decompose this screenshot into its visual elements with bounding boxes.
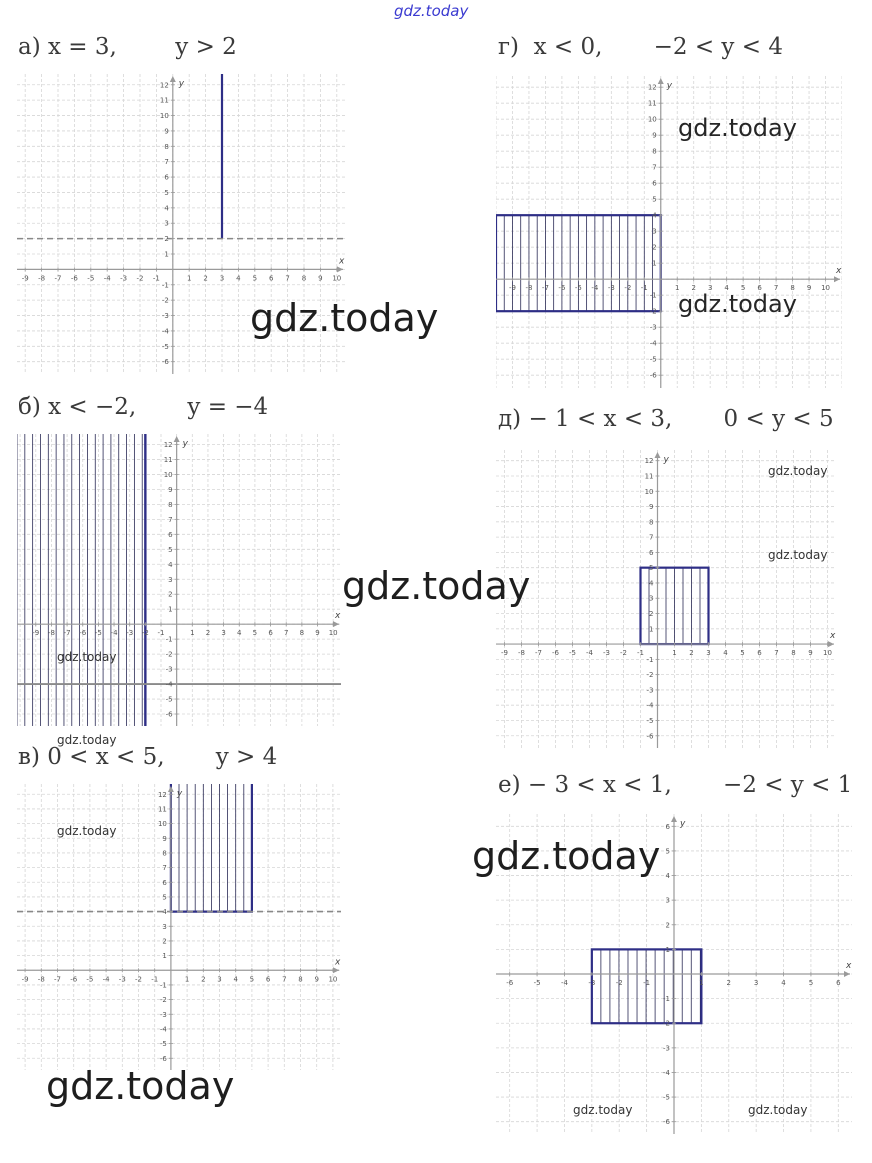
x-tick-label: -4 xyxy=(103,274,111,283)
x-tick-label: -4 xyxy=(560,979,568,987)
y-tick-label: -1 xyxy=(159,981,167,990)
x-tick-label: -5 xyxy=(86,975,94,984)
x-tick-label: 9 xyxy=(806,284,812,293)
y-tick-label: 3 xyxy=(164,219,169,228)
x-tick-label: -8 xyxy=(37,975,45,984)
y-tick-label: 1 xyxy=(652,259,657,268)
y-axis-arrow xyxy=(168,786,174,792)
y-tick-label: 3 xyxy=(665,896,670,905)
x-tick-label: -9 xyxy=(21,975,29,984)
task-d-label: д) − 1 < x < 3, 0 < y < 5 xyxy=(498,406,834,432)
x-tick-label: 2 xyxy=(691,284,696,293)
y-tick-label: -2 xyxy=(663,1019,670,1028)
watermark-small-5: gdz.today xyxy=(57,824,117,838)
x-tick-label: -3 xyxy=(603,649,610,658)
y-axis-arrow xyxy=(174,436,180,442)
x-tick-label: -7 xyxy=(535,649,542,658)
y-axis-arrow xyxy=(170,76,176,82)
x-tick-label: 1 xyxy=(672,649,677,658)
x-tick-label: 2 xyxy=(689,649,694,658)
y-tick-label: -2 xyxy=(165,650,173,659)
x-tick-label: -1 xyxy=(151,975,159,984)
y-tick-label: -5 xyxy=(646,716,654,725)
y-tick-label: -1 xyxy=(165,635,173,644)
x-tick-label: -8 xyxy=(47,629,55,638)
x-tick-label: 6 xyxy=(836,979,841,987)
x-tick-label: 6 xyxy=(265,975,271,984)
y-tick-label: 9 xyxy=(168,485,173,494)
y-tick-label: 5 xyxy=(665,847,670,856)
x-tick-label: -5 xyxy=(569,649,576,658)
watermark-big-1: gdz.today xyxy=(250,296,439,340)
y-tick-label: -6 xyxy=(649,371,657,380)
x-tick-label: 4 xyxy=(233,975,238,984)
y-tick-label: -1 xyxy=(646,655,654,664)
y-tick-label: 7 xyxy=(652,163,657,172)
y-tick-label: 6 xyxy=(652,179,657,188)
x-tick-label: 8 xyxy=(301,274,307,283)
y-tick-label: -3 xyxy=(663,1044,670,1053)
x-tick-label: -9 xyxy=(21,274,29,283)
x-tick-label: 6 xyxy=(268,274,274,283)
axes xyxy=(17,436,341,726)
x-axis-arrow xyxy=(333,967,339,973)
x-tick-label: 10 xyxy=(328,975,338,984)
x-tick-label: -7 xyxy=(54,975,61,984)
x-tick-label: 3 xyxy=(221,629,226,638)
watermark-small-7: gdz.today xyxy=(748,1103,808,1117)
y-tick-label: 2 xyxy=(649,610,654,619)
y-tick-label: 5 xyxy=(649,564,654,573)
x-tick-label: -7 xyxy=(541,284,549,293)
y-tick-label: 4 xyxy=(162,908,167,917)
x-tick-label: 2 xyxy=(726,979,732,987)
y-tick-label: -6 xyxy=(161,358,169,367)
y-tick-label: 9 xyxy=(649,503,654,512)
y-tick-label: -4 xyxy=(161,327,169,336)
y-tick-label: 6 xyxy=(164,173,169,182)
x-tick-label: -7 xyxy=(63,629,71,638)
x-tick-label: -8 xyxy=(518,649,525,658)
x-tick-label: 1 xyxy=(699,979,704,987)
y-tick-label: 1 xyxy=(164,250,169,259)
x-tick-label: 2 xyxy=(201,975,206,984)
y-tick-label: 8 xyxy=(164,142,169,151)
y-tick-label: 7 xyxy=(162,864,167,873)
watermark-mid-2: gdz.today xyxy=(678,290,797,318)
y-tick-label: 2 xyxy=(164,235,169,244)
watermark-small-6: gdz.today xyxy=(573,1103,633,1117)
y-tick-label: 12 xyxy=(647,83,657,92)
x-tick-label: -3 xyxy=(120,274,128,283)
y-tick-label: 3 xyxy=(649,594,654,603)
y-tick-label: 8 xyxy=(162,849,167,858)
hatch-group xyxy=(171,784,252,912)
x-tick-label: 6 xyxy=(757,649,762,658)
y-tick-label: 4 xyxy=(649,579,654,588)
x-tick-label: 3 xyxy=(706,649,711,658)
x-tick-label: -2 xyxy=(136,274,144,283)
y-tick-label: 10 xyxy=(644,487,654,496)
y-tick-label: -6 xyxy=(646,732,654,741)
x-tick-label: -9 xyxy=(501,649,508,658)
x-tick-label: -8 xyxy=(525,284,533,293)
x-tick-label: -6 xyxy=(552,649,559,658)
x-tick-label: -6 xyxy=(70,274,78,283)
x-tick-label: -9 xyxy=(508,284,516,293)
x-axis-arrow xyxy=(333,621,339,627)
x-tick-label: 1 xyxy=(190,629,195,638)
x-tick-label: 1 xyxy=(675,284,680,293)
x-axis-label: x xyxy=(339,256,345,267)
y-axis-label: y xyxy=(176,789,183,799)
x-tick-label: -9 xyxy=(32,629,40,638)
watermark-mid-1: gdz.today xyxy=(678,114,797,142)
x-tick-label: -4 xyxy=(591,284,599,293)
y-tick-label: -6 xyxy=(159,1054,167,1063)
x-tick-label: 9 xyxy=(315,629,320,638)
y-tick-label: -2 xyxy=(649,307,657,316)
watermark-small-4: gdz.today xyxy=(57,733,117,747)
y-tick-label: 9 xyxy=(164,127,169,136)
y-tick-label: -1 xyxy=(663,995,670,1004)
x-tick-label: 7 xyxy=(282,975,287,984)
x-axis-label: x xyxy=(836,266,842,277)
x-tick-label: -2 xyxy=(135,975,142,984)
y-tick-label: 3 xyxy=(162,922,167,931)
x-tick-label: -3 xyxy=(588,979,596,987)
y-axis-label: y xyxy=(666,81,673,91)
x-tick-label: 10 xyxy=(823,649,832,658)
watermark-big-3: gdz.today xyxy=(472,834,661,878)
x-tick-label: 5 xyxy=(252,274,258,283)
x-tick-label: 2 xyxy=(203,274,208,283)
x-tick-label: 4 xyxy=(237,629,242,638)
y-tick-label: 10 xyxy=(647,115,657,124)
task-a-label: а) x = 3, y > 2 xyxy=(18,34,237,60)
x-tick-label: 4 xyxy=(236,274,241,283)
x-tick-label: 10 xyxy=(821,284,830,293)
x-tick-label: -6 xyxy=(79,629,87,638)
x-tick-label: -4 xyxy=(110,629,118,638)
x-tick-label: 10 xyxy=(332,274,342,283)
grid xyxy=(17,434,341,726)
x-tick-label: -5 xyxy=(87,274,95,283)
task-v-label: в) 0 < x < 5, y > 4 xyxy=(18,744,278,770)
task-g-label: г) x < 0, −2 < y < 4 xyxy=(498,34,783,60)
y-axis-label: y xyxy=(182,439,188,449)
y-tick-label: 12 xyxy=(157,790,167,799)
y-tick-label: 11 xyxy=(644,472,654,481)
x-tick-label: 5 xyxy=(740,284,746,293)
y-tick-label: 10 xyxy=(157,820,167,829)
x-tick-label: 6 xyxy=(757,284,762,293)
y-tick-label: 5 xyxy=(168,545,173,554)
y-tick-label: 7 xyxy=(164,158,169,167)
x-tick-label: 6 xyxy=(268,629,273,638)
y-tick-label: -3 xyxy=(159,1010,167,1019)
x-tick-label: 7 xyxy=(774,649,779,658)
x-tick-label: -8 xyxy=(38,274,46,283)
y-tick-label: 4 xyxy=(665,872,670,881)
x-tick-label: 4 xyxy=(781,979,786,987)
x-tick-label: -3 xyxy=(118,975,126,984)
x-tick-label: -2 xyxy=(624,284,632,293)
y-axis-arrow xyxy=(655,452,661,458)
x-tick-label: 10 xyxy=(328,629,338,638)
y-tick-label: -4 xyxy=(159,1025,167,1034)
y-axis-arrow xyxy=(658,78,664,84)
x-tick-label: -1 xyxy=(640,284,648,293)
y-tick-label: 3 xyxy=(652,227,657,236)
y-tick-label: -2 xyxy=(646,671,654,680)
y-tick-label: 2 xyxy=(162,937,167,946)
y-tick-label: 12 xyxy=(163,440,173,449)
x-tick-label: -7 xyxy=(54,274,62,283)
y-axis-arrow xyxy=(671,816,677,822)
y-tick-label: 1 xyxy=(665,945,670,954)
x-tick-label: 7 xyxy=(773,284,779,293)
x-axis-arrow xyxy=(834,276,840,282)
x-tick-label: 3 xyxy=(219,274,225,283)
y-tick-label: 1 xyxy=(162,952,167,961)
y-tick-label: -4 xyxy=(646,701,654,710)
x-axis-arrow xyxy=(828,641,834,647)
y-tick-label: -6 xyxy=(165,710,173,719)
y-tick-label: -4 xyxy=(663,1068,670,1077)
y-tick-label: 8 xyxy=(652,147,657,156)
y-tick-label: 9 xyxy=(162,834,167,843)
x-tick-label: 8 xyxy=(791,649,796,658)
x-axis-label: x xyxy=(335,611,341,622)
y-tick-label: -4 xyxy=(649,339,657,348)
x-axis-label: x xyxy=(335,957,341,968)
y-tick-label: -5 xyxy=(663,1093,670,1102)
y-tick-label: 4 xyxy=(652,211,657,220)
x-tick-label: -2 xyxy=(141,629,149,638)
y-axis-label: y xyxy=(178,79,185,89)
x-tick-label: -1 xyxy=(637,649,644,658)
y-tick-label: 7 xyxy=(168,515,173,524)
x-axis-label: x xyxy=(846,961,852,971)
hatch-group xyxy=(496,215,661,311)
y-tick-label: -3 xyxy=(649,323,657,332)
x-tick-label: -2 xyxy=(615,979,623,987)
x-tick-label: 7 xyxy=(285,274,290,283)
task-b-label: б) x < −2, y = −4 xyxy=(18,394,269,420)
y-tick-label: 1 xyxy=(168,605,173,614)
x-tick-label: 3 xyxy=(753,979,759,987)
y-tick-label: 4 xyxy=(164,204,169,213)
y-tick-label: 2 xyxy=(665,921,670,930)
x-tick-label: 5 xyxy=(252,629,258,638)
x-tick-label: 1 xyxy=(184,975,190,984)
task-e-label: е) − 3 < x < 1, −2 < y < 1 xyxy=(498,772,853,798)
x-tick-label: -2 xyxy=(620,649,627,658)
x-tick-label: 5 xyxy=(808,979,814,987)
y-tick-label: 9 xyxy=(652,131,657,140)
y-tick-label: -3 xyxy=(646,686,654,695)
y-tick-label: -2 xyxy=(159,996,167,1005)
y-tick-label: 12 xyxy=(644,457,654,466)
y-tick-label: -5 xyxy=(161,342,169,351)
x-tick-label: 5 xyxy=(249,975,255,984)
y-tick-label: 2 xyxy=(168,590,173,599)
y-tick-label: 11 xyxy=(647,99,657,108)
x-tick-label: 7 xyxy=(283,629,289,638)
x-axis-label: x xyxy=(830,631,836,642)
x-tick-label: 9 xyxy=(318,274,323,283)
x-tick-label: 9 xyxy=(808,649,813,658)
watermark-small-1: gdz.today xyxy=(768,464,828,478)
y-tick-label: 6 xyxy=(665,822,670,831)
y-tick-label: -1 xyxy=(161,281,169,290)
watermark-small-3: gdz.today xyxy=(57,650,117,664)
y-tick-label: -3 xyxy=(165,665,173,674)
y-tick-label: -2 xyxy=(161,296,169,305)
x-tick-label: -6 xyxy=(70,975,78,984)
x-tick-label: 3 xyxy=(217,975,222,984)
y-tick-label: 8 xyxy=(649,518,654,527)
y-tick-label: -5 xyxy=(165,695,173,704)
watermark-big-2: gdz.today xyxy=(342,564,531,608)
y-tick-label: -4 xyxy=(165,680,173,689)
y-tick-label: 6 xyxy=(649,548,654,557)
x-tick-label: -6 xyxy=(506,979,514,987)
watermark-small-2: gdz.today xyxy=(768,548,828,562)
x-tick-label: -1 xyxy=(643,979,651,987)
x-tick-label: 8 xyxy=(298,975,303,984)
y-tick-label: 5 xyxy=(162,893,167,902)
x-tick-label: 9 xyxy=(314,975,319,984)
y-tick-label: 4 xyxy=(168,560,173,569)
x-tick-label: -5 xyxy=(533,979,541,987)
y-tick-label: -5 xyxy=(649,355,657,364)
x-tick-label: 4 xyxy=(723,649,728,658)
y-tick-label: 12 xyxy=(159,81,169,90)
x-tick-label: 4 xyxy=(724,284,729,293)
y-tick-label: 3 xyxy=(168,575,173,584)
graph-b xyxy=(17,434,341,726)
y-tick-label: 10 xyxy=(163,470,173,479)
y-tick-label: 6 xyxy=(168,530,173,539)
x-tick-label: -1 xyxy=(157,629,165,638)
graph-d xyxy=(496,450,836,748)
y-tick-label: -3 xyxy=(161,312,169,321)
y-axis-label: y xyxy=(663,455,669,465)
y-tick-label: 8 xyxy=(168,500,173,509)
y-tick-label: 2 xyxy=(652,243,657,252)
x-tick-label: 2 xyxy=(205,629,211,638)
y-tick-label: 11 xyxy=(157,805,167,814)
x-tick-label: 1 xyxy=(186,274,192,283)
y-tick-label: -6 xyxy=(663,1118,670,1127)
x-tick-label: -6 xyxy=(558,284,566,293)
y-tick-label: -1 xyxy=(649,291,657,300)
y-tick-label: 10 xyxy=(159,112,169,121)
y-tick-label: 1 xyxy=(649,625,654,634)
y-tick-label: 11 xyxy=(163,455,173,464)
x-axis-arrow xyxy=(844,971,850,977)
y-tick-label: 11 xyxy=(159,96,169,105)
x-tick-label: -4 xyxy=(102,975,110,984)
x-tick-label: -3 xyxy=(607,284,615,293)
x-tick-label: 3 xyxy=(707,284,713,293)
x-tick-label: -1 xyxy=(152,274,160,283)
y-tick-label: 6 xyxy=(162,878,167,887)
x-tick-label: 5 xyxy=(740,649,745,658)
x-tick-label: -5 xyxy=(94,629,102,638)
y-tick-label: 5 xyxy=(164,188,169,197)
x-axis-arrow xyxy=(337,266,343,272)
y-tick-label: -5 xyxy=(159,1040,167,1049)
y-axis-label: y xyxy=(680,819,686,829)
x-tick-label: 8 xyxy=(790,284,795,293)
watermark-big-4: gdz.today xyxy=(46,1064,235,1108)
y-tick-label: 7 xyxy=(649,533,654,542)
x-tick-label: 8 xyxy=(299,629,305,638)
x-tick-label: -5 xyxy=(574,284,582,293)
x-tick-label: -4 xyxy=(586,649,593,658)
x-tick-label: -3 xyxy=(126,629,134,638)
y-tick-label: 5 xyxy=(652,195,657,204)
header-watermark: gdz.today xyxy=(394,2,469,20)
